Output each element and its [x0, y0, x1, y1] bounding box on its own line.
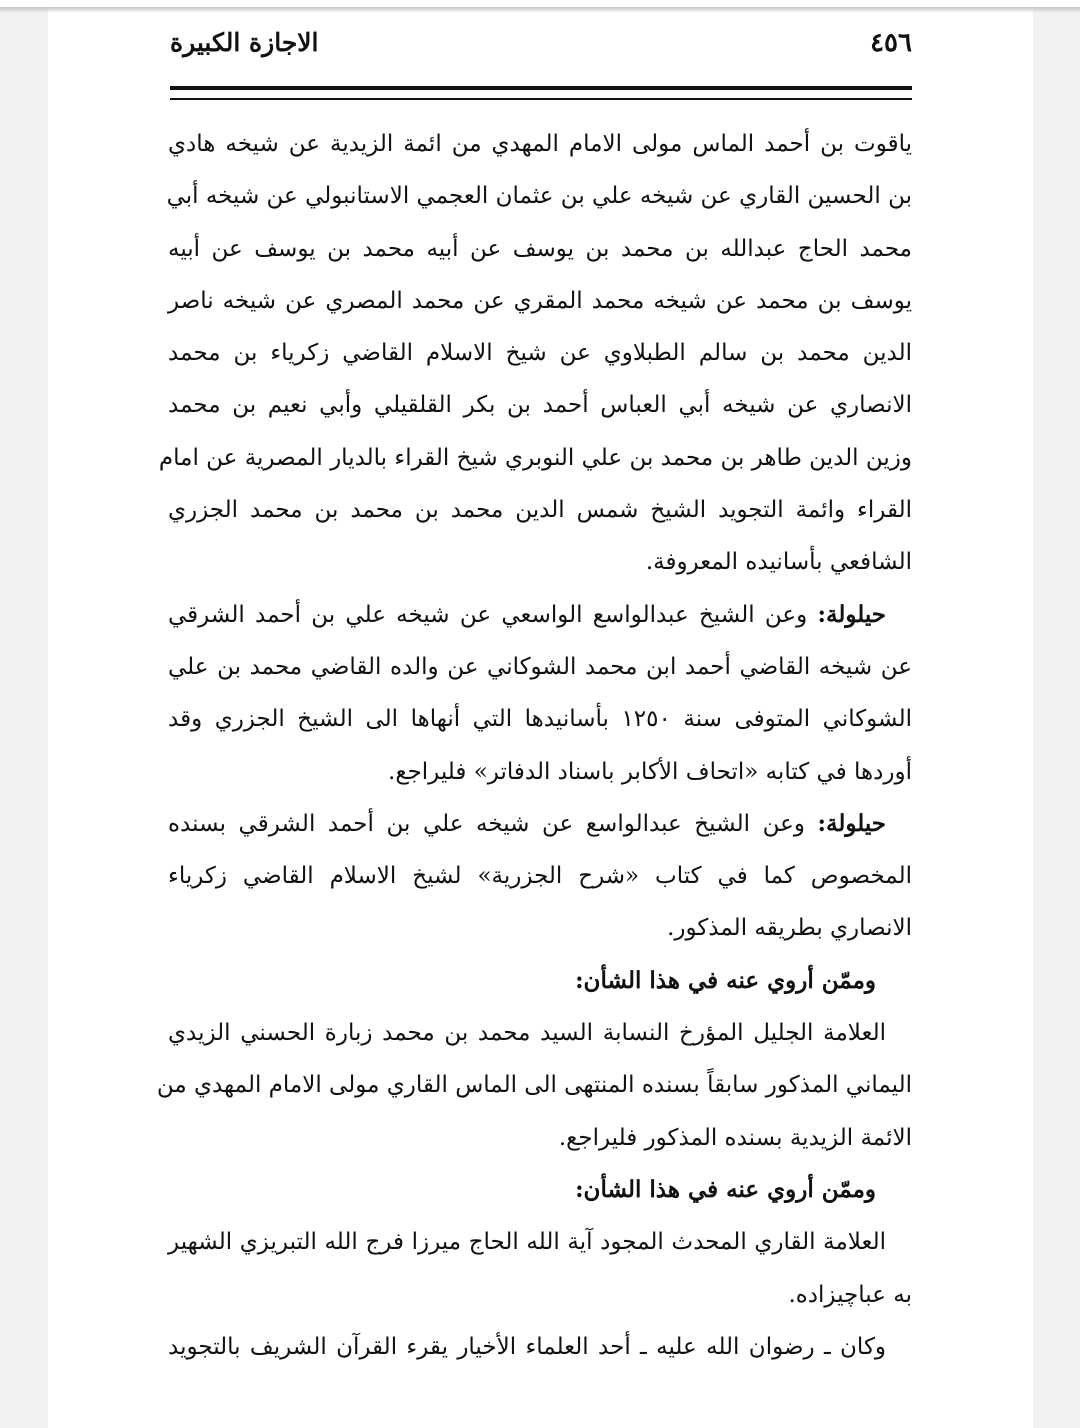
text-line: ياقوت بن أحمد الماس مولى الامام المهدي من ائمة الزيدية عن شيخه هادي	[168, 131, 912, 157]
text-run: وعن الشيخ عبدالواسع عن شيخه علي بن أحمد الشرقي بسنده	[168, 810, 805, 837]
text-line: بن الحسين القاري عن شيخه علي بن عثمان العجمي الاستانبولي عن شيخه أبي	[166, 183, 912, 210]
text-line: العلامة القاري المحدث المجود آية الله الحاج ميرزا فرج الله التبريزي الشهير	[168, 1229, 886, 1256]
header-rule-thick	[170, 86, 912, 90]
text-line: أوردها في كتابه «اتحاف الأكابر باسناد الدفاتر» فليراجع.	[388, 758, 912, 785]
text-line: الانصاري بطريقه المذكور.	[667, 915, 912, 942]
viewer-top-shadow	[0, 7, 1080, 13]
section-heading: وممّن أروي عنه في هذا الشأن:	[575, 966, 876, 994]
text-line: القراء وائمة التجويد الشيخ شمس الدين محمد بن محمد بن محمد الجزري	[168, 497, 912, 524]
text-line: عن شيخه القاضي أحمد ابن محمد الشوكاني عن والده القاضي محمد بن علي	[168, 653, 912, 680]
text-line: المخصوص كما في كتاب «شرح الجزرية» لشيخ الاسلام القاضي زكرياء	[168, 863, 912, 890]
page-header	[170, 28, 912, 68]
text-line: الانصاري عن شيخه أبي العباس أحمد بن بكر القلقيلي وأبي نعيم بن محمد	[168, 392, 912, 419]
paragraph-first-line	[168, 798, 912, 850]
viewer-top-bar	[0, 0, 1080, 7]
section-heading: وممّن أروي عنه في هذا الشأن:	[575, 1175, 876, 1203]
text-line: محمد الحاج عبدالله بن محمد بن يوسف عن أبيه محمد بن يوسف عن أبيه	[168, 235, 912, 262]
text-line: به عباچيزاده.	[788, 1281, 912, 1308]
hayloula-label: حيلولة:	[817, 809, 886, 837]
page-number: ٤٥٦	[870, 28, 912, 58]
text-run: وعن الشيخ عبدالواسع الواسعي عن شيخه علي بن أحمد الشرقي	[168, 601, 808, 628]
text-line: العلامة الجليل المؤرخ النسابة السيد محمد بن محمد زبارة الحسني الزيدي	[168, 1020, 886, 1047]
body-text	[156, 118, 912, 1373]
running-title: الاجازة الكبيرة	[170, 28, 319, 57]
text-line: اليماني المذكور سابقاً بسنده المنتهى الى الماس القاري مولى الامام المهدي من	[156, 1072, 912, 1099]
text-line: الائمة الزيدية بسنده المذكور فليراجع.	[558, 1124, 912, 1151]
paragraph-first-line	[168, 589, 912, 641]
text-line: يوسف بن محمد عن شيخه محمد المقري عن محمد المصري عن شيخه ناصر	[168, 287, 912, 314]
hayloula-label: حيلولة:	[817, 600, 887, 628]
text-line: وزين الدين طاهر بن محمد بن علي النوبري شيخ القراء بالديار المصرية عن امام	[158, 444, 912, 471]
text-line: الشوكاني المتوفى سنة ١٢٥٠ بأسانيدها التي أنهاها الى الشيخ الجزري وقد	[168, 706, 912, 733]
text-line: الدين محمد بن سالم الطبلاوي عن شيخ الاسلام القاضي زكرياء بن محمد	[168, 340, 912, 367]
header-rule-thin	[170, 98, 912, 100]
text-line: الشافعي بأسانيده المعروفة.	[645, 549, 912, 576]
text-line: وكان ـ رضوان الله عليه ـ أحد العلماء الأخيار يقرء القرآن الشريف بالتجويد	[168, 1333, 886, 1360]
